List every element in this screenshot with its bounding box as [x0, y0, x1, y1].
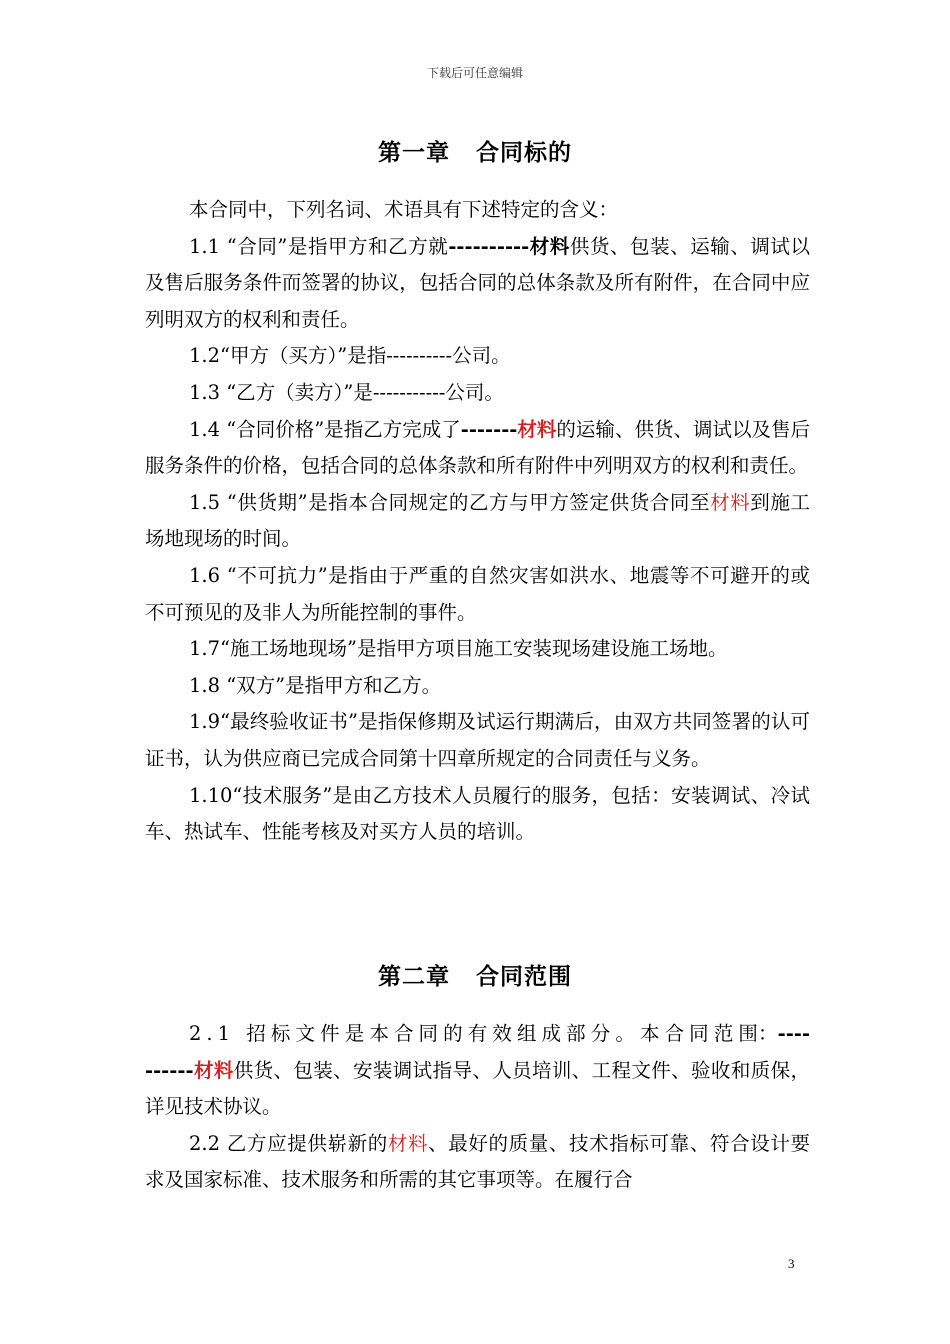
clause-2-1-post: 供货、包装、安装调试指导、人员培训、工程文件、验收和质保，详见技术协议。 — [145, 1058, 810, 1119]
clause-1-4-term: 材料 — [517, 417, 557, 441]
chapter-1-number: 第一章 — [378, 140, 450, 166]
clause-1-2: 1.2“甲方（买方）”是指----------公司。 — [189, 344, 511, 368]
clause-1-3: 1.3 “乙方（卖方）”是-----------公司。 — [189, 380, 504, 404]
clause-1-6: 1.6 “不可抗力”是指由于严重的自然灾害如洪水、地震等不可避开的或不可预见的及非人为所能控制的事件。 — [145, 563, 810, 624]
chapter-1-title — [0, 134, 950, 167]
clause-2-2-pre: 2.2 乙方应提供崭新的 — [189, 1131, 388, 1155]
chapter-1-name: 合同标的 — [476, 140, 572, 166]
clause-1-1-post: 供货、包装、运输、调试以及售后服务条件而签署的协议，包括合同的总体条款及所有附件，在合同中应列明双方的权利和责任。 — [145, 234, 810, 331]
clause-2-1 — [145, 1016, 810, 1126]
clause-1-1 — [145, 229, 810, 339]
chapter-2-number: 第二章 — [378, 964, 450, 990]
clause-2-1-line1: 2.1 招标文件是本合同的有效组成部分。本合同范 — [189, 1022, 739, 1045]
header-note: 下载后可任意编辑 — [426, 66, 523, 80]
clause-2-2-term: 材料 — [387, 1131, 429, 1155]
clause-1-4-pre: 1.4 “合同价格”是指乙方完成了 — [189, 417, 461, 441]
clause-1-4-dash: ------- — [460, 417, 518, 441]
clause-1-1-pre: 1.1 “合同”是指甲方和乙方就 — [189, 234, 449, 258]
clause-1-10: 1.10“技术服务”是由乙方技术人员履行的服务，包括：安装调试、冷试车、热试车、性能考核及对买方人员的培训。 — [145, 783, 810, 844]
chapter-2-body — [145, 1016, 810, 1199]
clause-2-1-pre: 围： — [738, 1022, 778, 1045]
clause-1-4-post: 的运输、供货、调试以及售后服务条件的价格，包括合同的总体条款和所有附件中列明双方的权利和责任。 — [145, 417, 810, 478]
clause-1-5 — [145, 485, 810, 558]
clause-1-1-dash: ---------- — [448, 234, 530, 258]
chapter-2-name: 合同范围 — [476, 964, 572, 990]
chapter-1-body — [145, 192, 810, 851]
chapter-2-title — [0, 958, 950, 991]
definitions-intro: 本合同中，下列名词、术语具有下述特定的含义： — [189, 198, 619, 221]
clause-1-7: 1.7“施工场地现场”是指甲方项目施工安装现场建设施工场地。 — [189, 637, 728, 661]
clause-1-5-term: 材料 — [710, 490, 751, 514]
clause-2-1-dash: ---------- — [145, 1022, 810, 1082]
clause-1-4 — [145, 412, 810, 485]
page-number: 3 — [788, 1256, 795, 1271]
clause-1-5-post: 到施工场地现场的时间。 — [145, 490, 810, 551]
clause-1-1-term: 材料 — [529, 234, 570, 258]
clause-1-9: 1.9“最终验收证书”是指保修期及试运行期满后，由双方共同签署的认可证书，认为供应商已完成合同第十四章所规定的合同责任与义务。 — [145, 710, 810, 770]
clause-1-8: 1.8 “双方”是指甲方和乙方。 — [189, 673, 442, 697]
clause-2-2-post: 、最好的质量、技术指标可靠、符合设计要求及国家标准、技术服务和所需的其它事项等。在履行合 — [145, 1131, 810, 1192]
clause-2-1-term: 材料 — [193, 1058, 234, 1082]
clause-1-5-pre: 1.5 “供货期”是指本合同规定的乙方与甲方签定供货合同至 — [189, 490, 711, 514]
clause-2-2 — [145, 1126, 810, 1199]
